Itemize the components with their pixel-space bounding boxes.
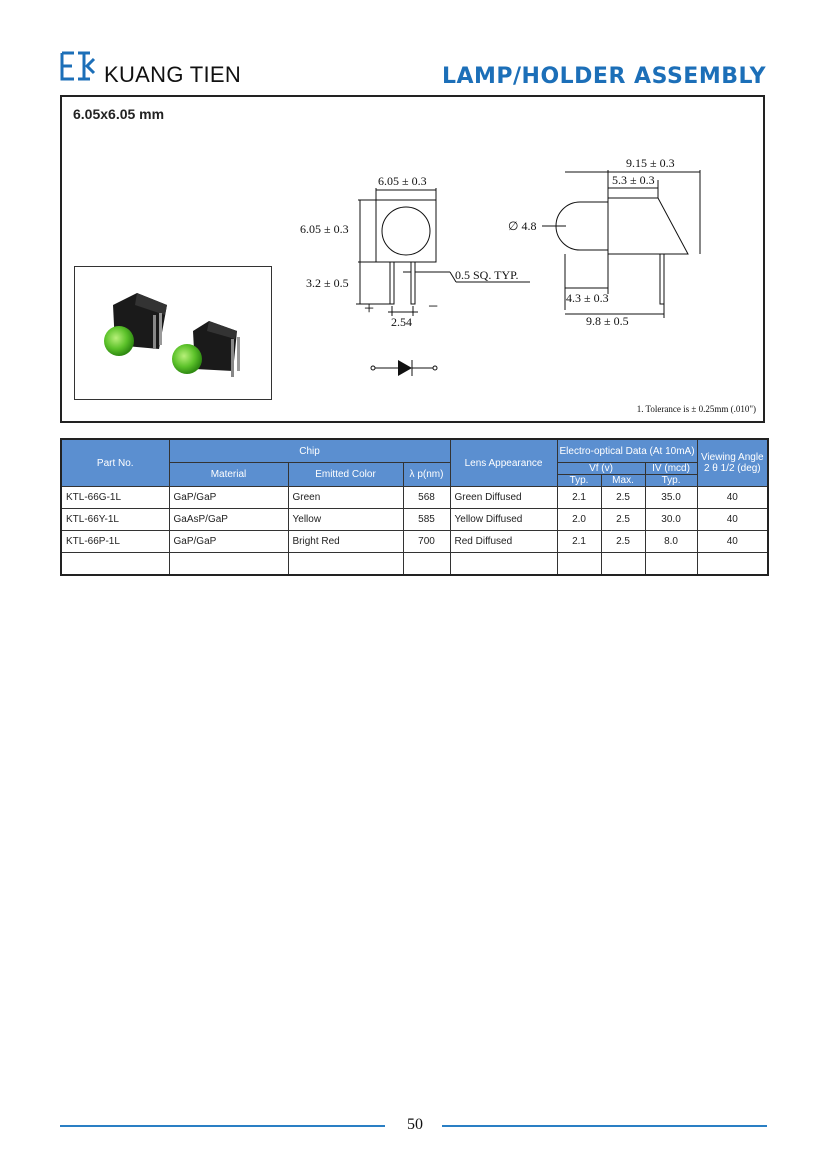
side-body (608, 198, 688, 254)
cell-vf-typ: 2.1 (557, 531, 601, 553)
dim-front-width: 6.05 ± 0.3 (378, 174, 427, 188)
table-row (61, 509, 768, 531)
dim-diameter: ∅ 4.8 (508, 219, 537, 233)
cell-wavelength: 585 (403, 509, 450, 531)
footer-rule-right (442, 1125, 767, 1127)
cell-angle: 40 (697, 531, 768, 553)
dim-side-lens: 4.3 ± 0.3 (566, 291, 609, 305)
front-body (376, 200, 436, 262)
cell-vf-max: 2.5 (601, 531, 645, 553)
header-material: Material (169, 463, 288, 487)
dim-lead-square: 0.5 SQ. TYP. (455, 268, 519, 282)
cell-material: GaAsP/GaP (169, 509, 288, 531)
cell-iv-typ: 35.0 (645, 487, 697, 509)
front-lens (382, 207, 430, 255)
cell-color: Green (288, 487, 403, 509)
product-photo (74, 266, 272, 400)
holder-2 (172, 321, 240, 377)
table-row-empty (61, 553, 768, 576)
cell-vf-max: 2.5 (601, 487, 645, 509)
page-title: LAMP/HOLDER ASSEMBLY (441, 64, 766, 89)
side-lead (660, 254, 664, 304)
lead-minus (411, 262, 415, 304)
cell-vf-max: 2.5 (601, 509, 645, 531)
header-lens: Lens Appearance (450, 439, 557, 487)
header-viewing: Viewing Angle 2 θ 1/2 (deg) (697, 439, 768, 487)
cell-lens: Green Diffused (450, 487, 557, 509)
cell-part: KTL-66G-1L (61, 487, 169, 509)
cell-wavelength: 568 (403, 487, 450, 509)
cell-color: Bright Red (288, 531, 403, 553)
spec-table (60, 438, 769, 576)
table-row (61, 531, 768, 553)
header-chip: Chip (169, 439, 450, 463)
cell-material: GaP/GaP (169, 487, 288, 509)
cell-wavelength: 700 (403, 531, 450, 553)
brand-name: KUANG TIEN (104, 62, 242, 87)
tolerance-note: 1. Tolerance is ± 0.25mm (.010") (636, 404, 756, 414)
cell-lens: Yellow Diffused (450, 509, 557, 531)
table-row (61, 487, 768, 509)
dim-front-height: 6.05 ± 0.3 (300, 222, 349, 236)
cell-part: KTL-66Y-1L (61, 509, 169, 531)
footer-rule-left (60, 1125, 385, 1127)
minus-sign: − (428, 296, 439, 316)
cell-iv-typ: 8.0 (645, 531, 697, 553)
cell-iv-typ: 30.0 (645, 509, 697, 531)
header-wavelength: λ p(nm) (403, 463, 450, 487)
page-number: 50 (407, 1116, 423, 1133)
dim-side-body: 5.3 ± 0.3 (612, 173, 655, 187)
plus-sign: + (364, 298, 375, 318)
header-emitted-color: Emitted Color (288, 463, 403, 487)
header-vf-typ: Typ. (557, 475, 601, 487)
header-vf-max: Max. (601, 475, 645, 487)
cell-material: GaP/GaP (169, 531, 288, 553)
header-iv: IV (mcd) (645, 463, 697, 475)
lead-plus (390, 262, 394, 304)
cell-angle: 40 (697, 487, 768, 509)
cell-color: Yellow (288, 509, 403, 531)
cell-angle: 40 (697, 509, 768, 531)
cell-part: KTL-66P-1L (61, 531, 169, 553)
holder-1 (104, 293, 167, 356)
dimension-drawing (280, 150, 760, 420)
kuang-tien-logo-icon (60, 50, 96, 82)
header-part-no: Part No. (61, 439, 169, 487)
diode-icon (398, 360, 412, 376)
dim-side-total: 9.15 ± 0.3 (626, 156, 675, 170)
dim-lead-length: 3.2 ± 0.5 (306, 276, 349, 290)
dim-side-depth: 9.8 ± 0.5 (586, 314, 629, 328)
header-vf: Vf (v) (557, 463, 645, 475)
cell-vf-typ: 2.0 (557, 509, 601, 531)
header-electro: Electro-optical Data (At 10mA) (557, 439, 697, 463)
dim-lead-pitch: 2.54 (391, 315, 412, 329)
size-label: 6.05x6.05 mm (73, 106, 165, 122)
cell-vf-typ: 2.1 (557, 487, 601, 509)
cell-lens: Red Diffused (450, 531, 557, 553)
header-iv-typ: Typ. (645, 475, 697, 487)
